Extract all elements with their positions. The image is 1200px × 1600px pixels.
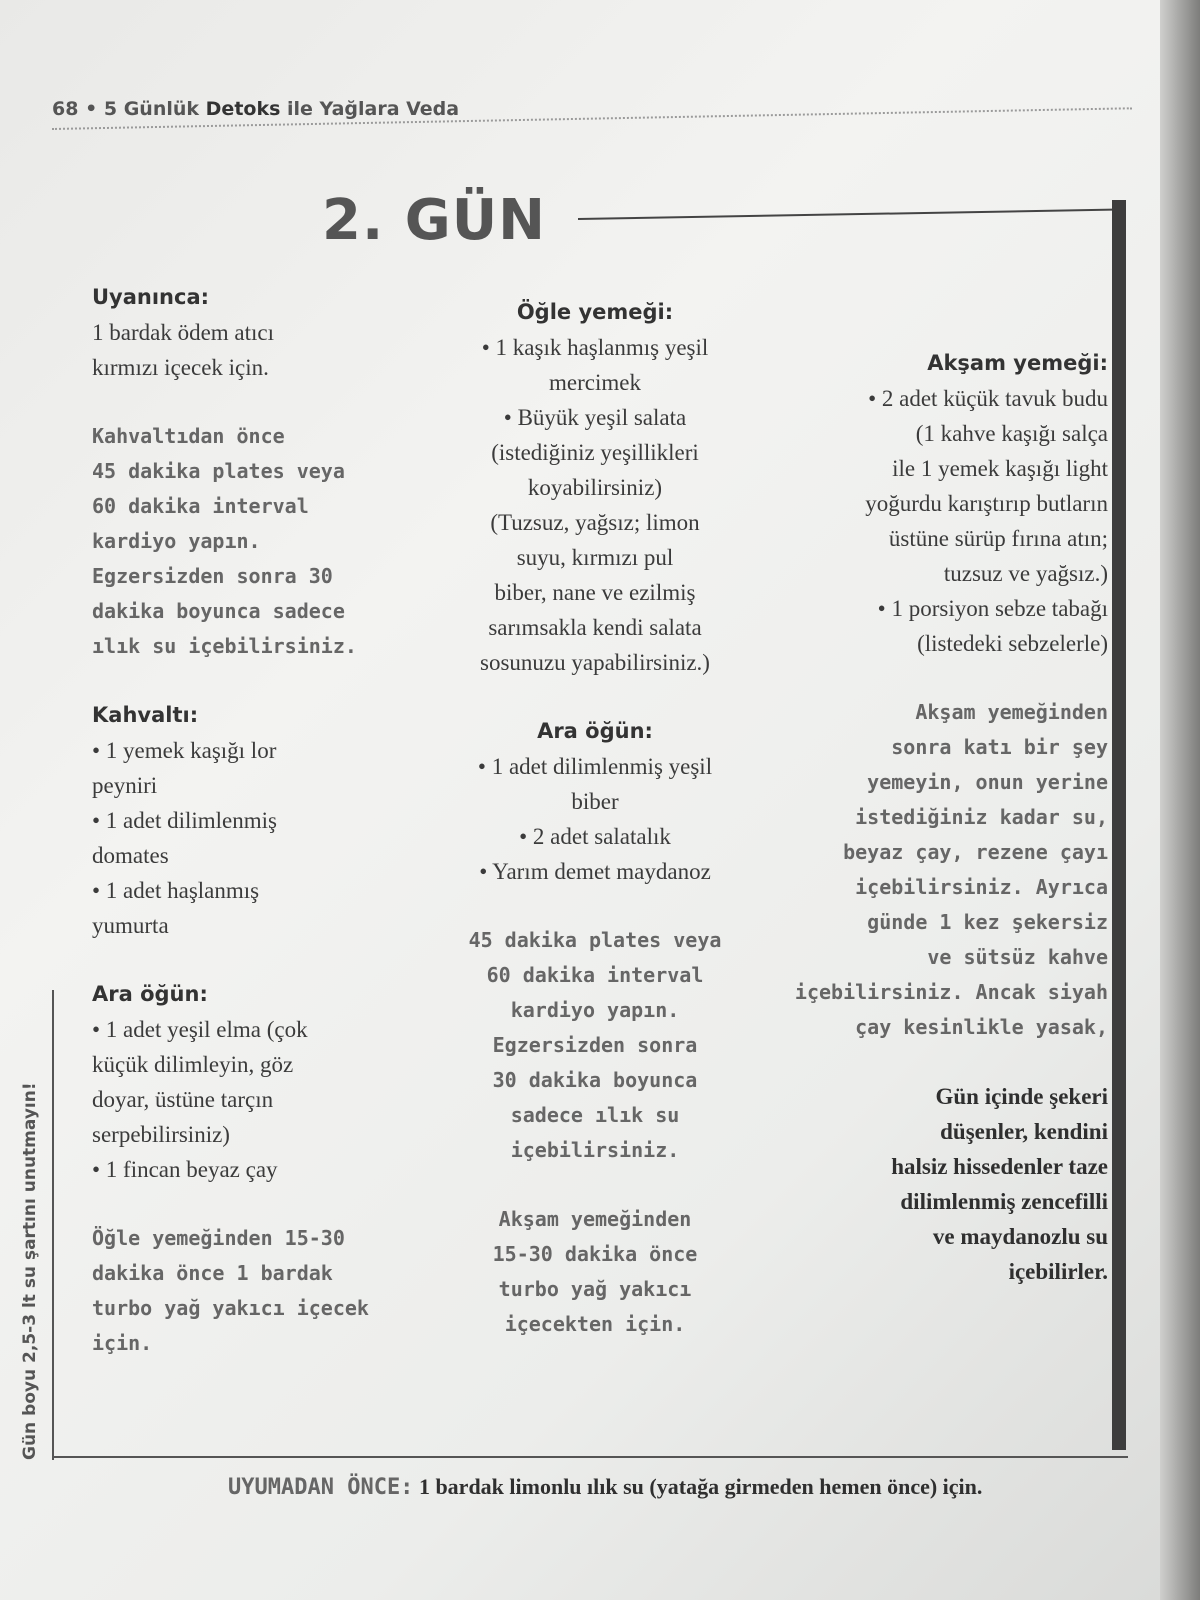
text-line: içebilirler. xyxy=(1008,1259,1108,1284)
text-line: mercimek xyxy=(549,370,641,395)
text-line: • 1 porsiyon sebze tabağı xyxy=(877,596,1108,621)
text-line: domates xyxy=(92,843,169,868)
text-line: koyabilirsiniz) xyxy=(527,475,663,500)
text-line: • 2 adet küçük tavuk budu xyxy=(868,386,1108,411)
text-line: Kahvaltıdan önce xyxy=(92,424,285,448)
text-line: turbo yağ yakıcı xyxy=(498,1277,692,1301)
lunch-block xyxy=(440,330,750,680)
text-line: (Tuzsuz, yağsız; limon xyxy=(490,510,700,535)
header-title-pre: 5 Günlük xyxy=(103,98,200,120)
text-line: içebilirsiniz. xyxy=(510,1138,680,1162)
text-line: biber xyxy=(571,789,619,814)
title-rule xyxy=(578,208,1126,220)
text-line: (istediğiniz yeşillikleri xyxy=(491,440,699,465)
text-line: 30 dakika boyunca xyxy=(492,1068,698,1092)
exercise-block xyxy=(92,419,422,664)
breakfast-heading: Kahvaltı: xyxy=(92,703,199,727)
text-line: • Yarım demet maydanoz xyxy=(479,859,711,884)
lunch-heading: Öğle yemeği: xyxy=(516,300,674,324)
text-line: kardiyo yapın. xyxy=(510,998,680,1022)
header-title-bold: Detoks xyxy=(205,98,281,120)
column-right xyxy=(778,346,1108,1289)
text-line: kırmızı içecek için. xyxy=(92,355,269,380)
text-line: çay kesinlikle yasak, xyxy=(855,1015,1108,1039)
bedtime-text: 1 bardak limonlu ılık su (yatağa girmeden hemen önce) için. xyxy=(418,1474,983,1499)
text-line: • 1 kaşık haşlanmış yeşil xyxy=(481,335,709,360)
day-title: 2. GÜN xyxy=(322,188,547,253)
text-line: sosunuzu yapabilirsiniz.) xyxy=(480,650,710,675)
text-line: dakika boyunca sadece xyxy=(92,599,345,623)
bedtime-note xyxy=(228,1474,982,1500)
snack-heading: Ara öğün: xyxy=(92,982,208,1006)
after-dinner-block xyxy=(778,695,1108,1045)
text-line: • 1 adet haşlanmış xyxy=(92,878,260,903)
dinner-block xyxy=(778,381,1108,661)
text-line: dilimlenmiş zencefilli xyxy=(900,1189,1108,1214)
text-line: yoğurdu karıştırıp butların xyxy=(865,491,1108,516)
sugar-tip-block xyxy=(778,1079,1108,1289)
wake-heading: Uyanınca: xyxy=(92,285,210,309)
text-line: dakika önce 1 bardak xyxy=(92,1261,333,1285)
page-number: 68 xyxy=(52,98,79,120)
text-line: 45 dakika plates veya xyxy=(92,459,345,483)
text-line: • Büyük yeşil salata xyxy=(503,405,687,430)
text-line: biber, nane ve ezilmiş xyxy=(494,580,696,605)
text-line: içebilirsiniz. Ancak siyah xyxy=(794,980,1108,1004)
text-line: Akşam yemeğinden xyxy=(498,1207,692,1231)
text-line: suyu, kırmızı pul xyxy=(516,545,674,570)
text-line: • 1 adet dilimlenmiş yeşil xyxy=(477,754,713,779)
text-line: Öğle yemeğinden 15-30 xyxy=(92,1226,345,1250)
text-line: ılık su içebilirsiniz. xyxy=(92,634,357,658)
text-line: sarımsakla kendi salata xyxy=(488,615,702,640)
prelunch-block xyxy=(92,1221,422,1361)
text-line: yumurta xyxy=(92,913,169,938)
text-line: Akşam yemeğinden xyxy=(915,700,1108,724)
text-line: için. xyxy=(92,1331,153,1355)
text-line: Gün içinde şekeri xyxy=(935,1084,1108,1109)
text-line: içebilirsiniz. Ayrıca xyxy=(855,875,1108,899)
text-line: 15-30 dakika önce xyxy=(492,1242,698,1266)
snack-block-2 xyxy=(440,749,750,889)
text-line: ve maydanozlu su xyxy=(932,1224,1108,1249)
column-middle xyxy=(440,295,750,1342)
text-line: 60 dakika interval xyxy=(486,963,704,987)
column-left xyxy=(92,280,422,1361)
text-line: (1 kahve kaşığı salça xyxy=(915,421,1108,446)
text-line: 60 dakika interval xyxy=(92,494,309,518)
text-line: günde 1 kez şekersiz xyxy=(867,910,1108,934)
text-line: ile 1 yemek kaşığı light xyxy=(892,456,1108,481)
side-note: Gün boyu 2,5-3 lt su şartını unutmayın! xyxy=(20,1082,40,1460)
text-line: • 1 yemek kaşığı lor xyxy=(92,738,277,763)
text-line: • 1 adet yeşil elma (çok xyxy=(92,1017,308,1042)
text-line: ve sütsüz kahve xyxy=(927,945,1108,969)
text-line: doyar, üstüne tarçın xyxy=(92,1087,274,1112)
text-line: halsiz hissedenler taze xyxy=(891,1154,1108,1179)
text-line: beyaz çay, rezene çayı xyxy=(843,840,1108,864)
text-line: 45 dakika plates veya xyxy=(468,928,722,952)
text-line: peyniri xyxy=(92,773,158,798)
text-line: 1 bardak ödem atıcı xyxy=(92,320,275,345)
text-line: serpebilirsiniz) xyxy=(92,1122,230,1147)
text-line: Egzersizden sonra xyxy=(492,1033,698,1057)
dinner-heading: Akşam yemeği: xyxy=(927,351,1108,375)
text-line: üstüne sürüp fırına atın; xyxy=(888,526,1108,551)
text-line: • 2 adet salatalık xyxy=(519,824,671,849)
header-title-post: ile Yağlara Veda xyxy=(287,98,460,120)
text-line: tuzsuz ve yağsız.) xyxy=(943,561,1108,586)
text-line: düşenler, kendini xyxy=(940,1119,1108,1144)
text-line: yemeyin, onun yerine xyxy=(867,770,1108,794)
text-line: içecekten için. xyxy=(504,1312,686,1336)
text-line: • 1 fincan beyaz çay xyxy=(92,1157,278,1182)
text-line: kardiyo yapın. xyxy=(92,529,261,553)
page-edge xyxy=(1160,0,1200,1600)
frame-left-border xyxy=(52,990,54,1460)
page-header xyxy=(52,98,459,120)
snack-heading-2: Ara öğün: xyxy=(537,719,653,743)
predinner-block xyxy=(440,1202,750,1342)
snack-block xyxy=(92,1012,422,1187)
text-line: küçük dilimleyin, göz xyxy=(92,1052,294,1077)
text-line: sadece ılık su xyxy=(510,1103,680,1127)
text-line: sonra katı bir şey xyxy=(891,735,1108,759)
bedtime-label: UYUMADAN ÖNCE: xyxy=(228,1475,414,1500)
text-line: • 1 adet dilimlenmiş xyxy=(92,808,277,833)
header-bullet: • xyxy=(85,98,98,120)
text-line: istediğiniz kadar su, xyxy=(855,805,1108,829)
wake-block xyxy=(92,315,422,385)
exercise-block-2 xyxy=(440,923,750,1168)
breakfast-block xyxy=(92,733,422,943)
text-line: Egzersizden sonra 30 xyxy=(92,564,333,588)
frame-bottom-border xyxy=(52,1456,1128,1458)
text-line: (listedeki sebzelerle) xyxy=(917,631,1108,656)
text-line: turbo yağ yakıcı içecek xyxy=(92,1296,369,1320)
frame-right-border xyxy=(1112,200,1126,1450)
